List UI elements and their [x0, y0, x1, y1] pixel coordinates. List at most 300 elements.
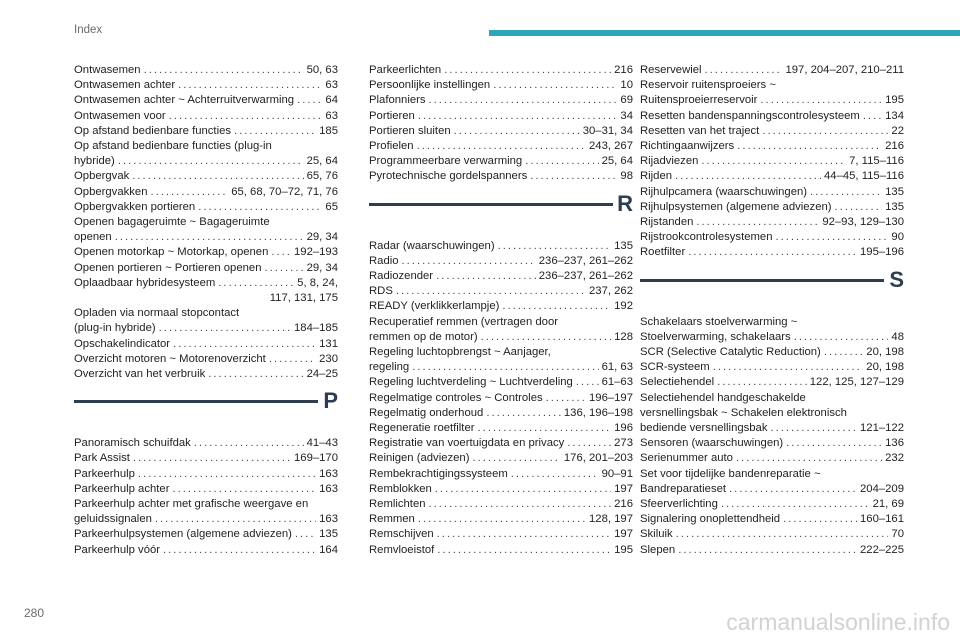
dot-leader [436, 269, 536, 284]
entry-term: Opbergvakken portieren [74, 200, 196, 213]
index-entry [74, 276, 338, 306]
entry-term: Park Assist [74, 452, 130, 465]
index-entry [74, 306, 338, 336]
entry-pages: 195–196 [860, 246, 904, 259]
section-divider-r [369, 185, 633, 239]
entry-term: Overzicht motoren ~ Motorenoverzicht [74, 352, 266, 365]
dot-leader [269, 352, 316, 367]
entry-pages: 134 [885, 109, 904, 122]
entry-pages: 34 [620, 109, 633, 122]
dot-leader [169, 109, 323, 124]
entry-term: Op afstand bedienbare functies (plug-in [74, 140, 272, 153]
index-entry [640, 375, 904, 390]
entry-term: Ontwasemen voor [74, 109, 166, 122]
entry-term: Parkeerhulpsystemen (algemene adviezen) [74, 528, 292, 541]
index-entry [74, 109, 338, 124]
entry-pages: 136 [885, 437, 904, 450]
entry-pages: 176, 201–203 [563, 452, 633, 465]
entry-pages: 135 [885, 200, 904, 213]
index-entry [369, 299, 633, 314]
entry-pages: 92–93, 129–130 [822, 216, 904, 229]
entry-pages: 216 [614, 64, 633, 76]
index-entry [369, 543, 633, 558]
dot-leader [155, 512, 316, 527]
index-entry [640, 139, 904, 154]
index-entry [74, 139, 338, 169]
dot-leader [705, 63, 783, 78]
index-entry [369, 451, 633, 466]
entry-term: Opschakelindicator [74, 337, 171, 350]
entry-pages: 243, 267 [589, 140, 633, 153]
entry-pages: 192 [614, 300, 633, 313]
entry-term: Rijstrookcontrolesystemen [640, 231, 773, 244]
entry-pages: 185 [319, 124, 338, 137]
entry-pages: 230 [319, 352, 338, 365]
entry-term: Sensoren (waarschuwingen) [640, 437, 784, 450]
entry-pages: 195 [885, 94, 904, 107]
entry-term: Overzicht van het verbruik [74, 368, 206, 381]
dot-leader [178, 78, 322, 93]
entry-term: Profielen [369, 140, 414, 153]
entry-term: openen [74, 231, 112, 244]
dot-leader [218, 276, 294, 291]
entry-term: Panoramisch schuifdak [74, 437, 191, 450]
entry-term: Openen motorkap ~ Motorkap, openen [74, 246, 269, 259]
dot-leader [435, 482, 611, 497]
entry-term: Rijadviezen [640, 155, 699, 168]
dot-leader [676, 527, 889, 542]
entry-term: Oplaadbaar hybridesysteem [74, 276, 216, 289]
dot-leader [729, 482, 857, 497]
entry-term: regeling [369, 361, 410, 374]
dot-leader [234, 124, 316, 139]
entry-term: Remblokken [369, 482, 432, 495]
entry-term: Reinigen (adviezen) [369, 452, 470, 465]
entry-term: Regeneratie roetfilter [369, 422, 475, 435]
dot-leader [717, 375, 807, 390]
entry-pages: 20, 198 [866, 346, 904, 359]
dot-leader [297, 93, 322, 108]
entry-term: Regelmatige controles ~ Controles [369, 391, 543, 404]
index-entry [640, 245, 904, 260]
entry-pages: 90–91 [601, 467, 633, 480]
entry-term: Pyrotechnische gordelspanners [369, 170, 528, 183]
entry-term: Ruitensproeierreservoir [640, 94, 758, 107]
entry-term: versnellingsbak ~ Schakelen elektronisch [640, 406, 847, 419]
entry-pages: 196 [614, 422, 633, 435]
header-title: Index [74, 24, 103, 36]
dot-leader [271, 245, 291, 260]
entry-term: remmen op de motor) [369, 330, 478, 343]
index-entry [640, 230, 904, 245]
index-entry [369, 482, 633, 497]
index-entry [369, 436, 633, 451]
entry-pages: 70 [891, 528, 904, 541]
entry-term: Remmen [369, 513, 415, 526]
entry-pages: 25, 64 [306, 155, 338, 168]
entry-term: Rijden [640, 170, 673, 183]
index-entry [74, 527, 338, 542]
entry-pages: 121–122 [860, 422, 904, 435]
dot-leader [472, 451, 560, 466]
dot-leader [502, 299, 611, 314]
dot-leader [546, 391, 586, 406]
index-entry [369, 406, 633, 421]
index-entry [74, 436, 338, 451]
index-entry [74, 467, 338, 482]
dot-leader [396, 284, 586, 299]
entry-term: Opbergvakken [74, 185, 148, 198]
dot-leader [678, 543, 857, 558]
dot-leader [115, 230, 304, 245]
entry-pages: 237, 262 [589, 285, 633, 298]
index-entry [640, 315, 904, 345]
index-entry [369, 239, 633, 254]
dot-leader [736, 451, 882, 466]
index-entry [74, 63, 338, 78]
entries-o [74, 63, 338, 382]
entry-pages: 135 [614, 239, 633, 252]
entry-pages: 169–170 [294, 452, 338, 465]
entries-p-cont [369, 63, 633, 185]
entry-term: Plafonniers [369, 94, 426, 107]
entry-pages: 48 [891, 330, 904, 343]
index-column-3 [640, 63, 904, 558]
entry-pages: 196–197 [589, 391, 633, 404]
index-entry [369, 63, 633, 78]
entry-term: Op afstand bedienbare functies [74, 124, 232, 137]
entry-term: Sfeerverlichting [640, 498, 718, 511]
entry-pages: 63 [325, 79, 338, 92]
dot-leader [713, 360, 864, 375]
entry-term: Openen portieren ~ Portieren openen [74, 261, 262, 274]
dot-leader [737, 139, 882, 154]
entry-term: Rijhulpcamera (waarschuwingen) [640, 185, 808, 198]
dot-leader [264, 261, 303, 276]
dot-leader [775, 230, 888, 245]
dot-leader [688, 245, 857, 260]
dot-leader [530, 169, 617, 184]
index-entry [640, 391, 904, 437]
entry-pages: 22 [891, 124, 904, 137]
entry-pages: 163 [319, 467, 338, 480]
entry-term: (plug-in hybride) [74, 322, 156, 335]
entry-pages: 236–237, 261–262 [538, 270, 633, 283]
entry-pages: 128 [614, 330, 633, 343]
entry-pages: 63 [325, 109, 338, 122]
entry-pages: 164 [319, 543, 338, 556]
dot-leader [412, 360, 598, 375]
entry-pages: 61, 63 [601, 361, 633, 374]
index-entry [369, 269, 633, 284]
index-entry [640, 543, 904, 558]
entry-term: Radar (waarschuwingen) [369, 239, 495, 252]
entry-term: Resetten van het traject [640, 124, 760, 137]
entry-pages: 65, 68, 70–72, 71, 76 [231, 185, 338, 198]
dot-leader [486, 406, 561, 421]
index-entry [369, 467, 633, 482]
entry-term: Parkeerlichten [369, 64, 442, 76]
entry-term: Registratie van voertuigdata en privacy [369, 437, 565, 450]
entry-term: Regelmatig onderhoud [369, 406, 484, 419]
dot-leader [138, 467, 316, 482]
entry-term: Ontwasemen [74, 64, 141, 76]
entries-p [74, 436, 338, 558]
section-rule [640, 279, 884, 282]
entry-pages: 64 [325, 94, 338, 107]
entry-pages: 128, 197 [589, 513, 633, 526]
header-accent-bar [489, 30, 960, 36]
dot-leader [173, 337, 316, 352]
entry-term: Serienummer auto [640, 452, 733, 465]
index-entry [369, 109, 633, 124]
entry-term: Recuperatief remmen (vertragen door [369, 315, 558, 328]
index-entry [74, 367, 338, 382]
entry-pages: 65, 76 [306, 170, 338, 183]
entry-pages: 10 [620, 79, 633, 92]
entry-pages: 232 [885, 452, 904, 465]
index-entry [369, 527, 633, 542]
section-divider-p [74, 382, 338, 436]
entry-pages: 192–193 [294, 246, 338, 259]
entry-pages: 41–43 [306, 437, 338, 450]
index-entry [369, 391, 633, 406]
dot-leader [159, 321, 291, 336]
index-entry [369, 93, 633, 108]
entry-term: SCR-systeem [640, 361, 710, 374]
index-entry [640, 63, 904, 78]
entry-term: SCR (Selective Catalytic Reduction) [640, 346, 821, 359]
dot-leader [150, 185, 228, 200]
entry-term: Selectiehendel handgeschakelde [640, 391, 806, 404]
index-entry [640, 78, 904, 108]
entry-pages: 273 [614, 437, 633, 450]
entry-term: Regeling luchtverdeling ~ Luchtverdeling [369, 376, 573, 389]
dot-leader [721, 497, 870, 512]
index-entry [640, 527, 904, 542]
entry-term: Radio [369, 254, 399, 267]
entry-term: Openen bagageruimte ~ Bagageruimte [74, 216, 270, 229]
dot-leader [810, 185, 882, 200]
entry-term: Ontwasemen achter [74, 79, 176, 92]
dot-leader [208, 367, 303, 382]
entry-pages: 160–161 [860, 513, 904, 526]
entry-pages: 197 [614, 528, 633, 541]
entry-pages: 216 [885, 140, 904, 153]
dot-leader [454, 124, 580, 139]
entry-term: Rijhulpsystemen (algemene adviezen) [640, 200, 832, 213]
index-column-1 [74, 63, 338, 558]
dot-leader [478, 421, 612, 436]
index-column-2 [369, 63, 633, 558]
entry-pages: 197, 204–207, 210–211 [785, 64, 904, 76]
index-entry [369, 154, 633, 169]
index-entry [640, 154, 904, 169]
index-entry [74, 451, 338, 466]
index-entry [369, 497, 633, 512]
entry-term: Programmeerbare verwarming [369, 155, 523, 168]
index-entry [369, 124, 633, 139]
entry-term: Remvloeistof [369, 543, 435, 556]
dot-leader [824, 345, 863, 360]
entry-pages: 20, 198 [866, 361, 904, 374]
entry-term: geluidssignalen [74, 513, 152, 526]
dot-leader [835, 200, 883, 215]
index-entry [640, 124, 904, 139]
section-divider-s [640, 261, 904, 315]
dot-leader [701, 154, 846, 169]
section-letter-s: S [889, 266, 904, 292]
entry-term: Remlichten [369, 498, 426, 511]
entries-r [369, 239, 633, 558]
index-entry [369, 139, 633, 154]
dot-leader [576, 375, 599, 390]
entries-r-cont [640, 63, 904, 261]
entry-pages: 25, 64 [601, 155, 633, 168]
index-entry [640, 451, 904, 466]
dot-leader [198, 200, 322, 215]
index-entry [74, 482, 338, 497]
section-rule [74, 400, 318, 403]
dot-leader [444, 63, 611, 78]
dot-leader [794, 330, 889, 345]
dot-leader [418, 512, 586, 527]
index-entry [74, 352, 338, 367]
entry-term: Rembekrachtigingssysteem [369, 467, 508, 480]
entry-term: Parkeerhulp vóór [74, 543, 161, 556]
entry-term: READY (verklikkerlampje) [369, 300, 500, 313]
entry-term: Portieren [369, 109, 415, 122]
entry-pages: 44–45, 115–116 [824, 170, 904, 183]
index-entry [369, 284, 633, 299]
dot-leader [402, 254, 536, 269]
index-entry [640, 215, 904, 230]
entry-pages: 131 [319, 337, 338, 350]
entry-term: Richtingaanwijzers [640, 140, 735, 153]
entry-term: Selectiehendel [640, 376, 715, 389]
entry-pages: 65 [325, 200, 338, 213]
dot-leader [437, 543, 611, 558]
index-entry [369, 345, 633, 375]
index-entry [369, 254, 633, 269]
index-entry [74, 78, 338, 93]
dot-leader [675, 169, 821, 184]
index-entry [640, 512, 904, 527]
dot-leader [429, 497, 612, 512]
page-number: 280 [24, 606, 45, 620]
entry-term: Reservoir ruitensproeiers ~ [640, 79, 776, 92]
dot-leader [118, 154, 304, 169]
dot-leader [144, 63, 304, 78]
entry-term: Slepen [640, 543, 676, 556]
index-entry [74, 497, 338, 527]
entry-term: Stoelverwarming, schakelaars [640, 330, 791, 343]
entry-pages: 236–237, 261–262 [538, 254, 633, 267]
dot-leader [762, 124, 888, 139]
entry-pages: 184–185 [294, 322, 338, 335]
index-entry [74, 124, 338, 139]
section-rule [369, 203, 613, 206]
section-letter-p: P [323, 388, 338, 414]
dot-leader [132, 169, 303, 184]
index-entry [74, 337, 338, 352]
entry-term: Ontwasemen achter ~ Achterruitverwarming [74, 94, 295, 107]
watermark: carmanualsonline.info [726, 609, 950, 635]
entry-pages: 21, 69 [872, 498, 904, 511]
index-entry [74, 261, 338, 276]
entry-pages: 136, 196–198 [563, 406, 633, 419]
entry-term: Roetfilter [640, 246, 686, 259]
index-entry [74, 200, 338, 215]
dot-leader [498, 239, 612, 254]
entry-pages: 222–225 [860, 543, 904, 556]
dot-leader [771, 421, 858, 436]
index-entry [640, 169, 904, 184]
entry-term: Rijstanden [640, 216, 694, 229]
entry-pages: 163 [319, 482, 338, 495]
dot-leader [863, 109, 882, 124]
dot-leader [163, 543, 316, 558]
entry-term: Portieren sluiten [369, 124, 451, 137]
entry-pages: 61–63 [601, 376, 633, 389]
index-entry [74, 543, 338, 558]
entry-term: Parkeerhulp achter met grafische weergave en [74, 498, 309, 511]
section-letter-r: R [617, 190, 633, 216]
entry-term: Set voor tijdelijke bandenreparatie ~ [640, 467, 821, 480]
entry-page-continuation: 117, 131, 175 [269, 292, 338, 305]
index-entry [369, 169, 633, 184]
dot-leader [481, 330, 612, 345]
entry-term: Remschijven [369, 528, 434, 541]
entry-pages: 5, 8, 24, [297, 276, 338, 289]
entry-pages: 135 [885, 185, 904, 198]
entries-s [640, 315, 904, 558]
entry-term: Parkeerhulp [74, 467, 135, 480]
index-entry [640, 497, 904, 512]
entry-term: Schakelaars stoelverwarming ~ [640, 315, 798, 328]
entry-term: Persoonlijke instellingen [369, 79, 491, 92]
dot-leader [172, 482, 316, 497]
index-entry [640, 200, 904, 215]
dot-leader [133, 451, 291, 466]
entry-pages: 29, 34 [306, 231, 338, 244]
entry-pages: 90 [891, 231, 904, 244]
index-entry [640, 436, 904, 451]
dot-leader [696, 215, 819, 230]
index-entry [640, 467, 904, 497]
index-entry [369, 512, 633, 527]
index-entry [640, 109, 904, 124]
entry-pages: 135 [319, 528, 338, 541]
entry-term: Opbergvak [74, 170, 130, 183]
index-entry [640, 360, 904, 375]
entry-term: Skiluik [640, 528, 673, 541]
dot-leader [418, 109, 618, 124]
dot-leader [511, 467, 599, 482]
entry-pages: 163 [319, 513, 338, 526]
entry-term: Reservewiel [640, 64, 702, 76]
index-entry [74, 93, 338, 108]
dot-leader [295, 527, 316, 542]
entry-term: RDS [369, 285, 393, 298]
entry-pages: 197 [614, 482, 633, 495]
entry-pages: 7, 115–116 [849, 155, 904, 168]
index-entry [369, 315, 633, 345]
entry-term: Parkeerhulp achter [74, 482, 170, 495]
entry-pages: 216 [614, 498, 633, 511]
entry-term: Signalering onoplettendheid [640, 513, 781, 526]
dot-leader [437, 527, 611, 542]
